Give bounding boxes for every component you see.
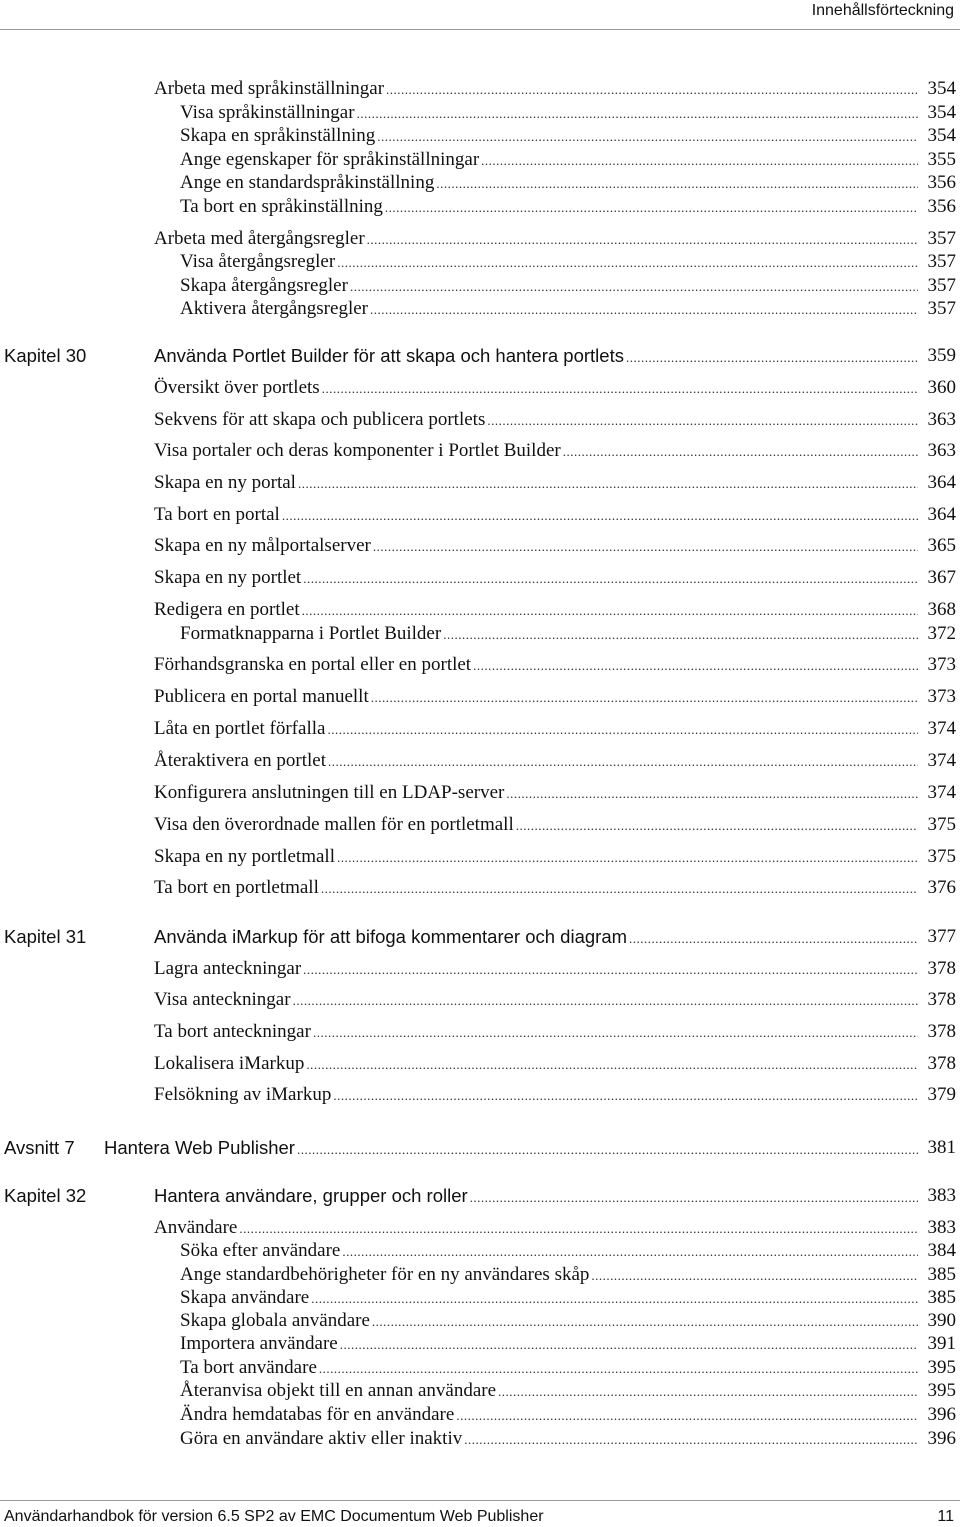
toc-title: Arbeta med språkinställningar [154,78,385,99]
toc-page-number[interactable]: 354 [927,102,956,123]
chapter-label: Kapitel 31 [4,926,87,947]
toc-page-number[interactable]: 356 [927,196,956,217]
toc-title: Arbeta med återgångsregler [154,228,365,249]
toc-page-number[interactable]: 355 [927,149,956,170]
toc-title: Skapa återgångsregler [180,275,348,296]
toc-page-number[interactable]: 378 [927,958,956,979]
toc-page-number[interactable]: 372 [927,623,956,644]
toc-page-number[interactable]: 383 [927,1185,956,1206]
toc-page-number[interactable]: 381 [927,1137,956,1158]
toc-page-number[interactable]: 365 [927,535,956,556]
running-header: Innehållsförteckning [811,2,954,19]
toc-page-number[interactable]: 396 [927,1404,956,1425]
toc-page-number[interactable]: 374 [927,782,956,803]
toc-page-number[interactable]: 354 [927,125,956,146]
toc-title: Ta bort en portal [154,504,280,525]
toc-title: Hantera användare, grupper och roller [154,1185,468,1206]
toc-title: Publicera en portal manuellt [154,686,369,707]
toc-title: Visa återgångsregler [180,251,336,272]
toc-title: Lokalisera iMarkup [154,1053,305,1074]
toc-title: Hantera Web Publisher [104,1137,295,1158]
toc-page-number[interactable]: 383 [927,1217,956,1238]
toc-title: Skapa en ny portal [154,472,296,493]
footer-text: Användarhandbok för version 6.5 SP2 av EMC Documentum Web Publisher [4,1508,544,1525]
toc-title: Översikt över portlets [154,377,320,398]
toc-page-number[interactable]: 374 [927,750,956,771]
toc-page-number[interactable]: 364 [927,504,956,525]
toc-page-number[interactable]: 395 [927,1357,956,1378]
toc-title: Ta bort användare [180,1357,317,1378]
toc-title: Importera användare [180,1333,338,1354]
toc-title: Ta bort en språkinställning [180,196,383,217]
toc-title: Söka efter användare [180,1240,341,1261]
toc-page-number[interactable]: 375 [927,846,956,867]
toc-title: Förhandsgranska en portal eller en portlet [154,654,472,675]
chapter-label: Kapitel 32 [4,1185,87,1206]
toc-title: Ta bort en portletmall [154,877,319,898]
toc-page-number[interactable]: 378 [927,989,956,1010]
toc-title: Visa den överordnade mallen för en portletmall [154,814,514,835]
toc-title: Låta en portlet förfalla [154,718,326,739]
toc-title: Använda iMarkup för att bifoga kommentarer och diagram [154,926,628,947]
toc-page-number[interactable]: 379 [927,1084,956,1105]
toc-title: Ta bort anteckningar [154,1021,311,1042]
toc-title: Ändra hemdatabas för en användare [180,1404,455,1425]
header-rule [0,29,960,30]
section-label: Avsnitt 7 [4,1137,75,1158]
toc-page-number[interactable]: 378 [927,1021,956,1042]
toc-page-number[interactable]: 373 [927,686,956,707]
toc-title: Lagra anteckningar [154,958,302,979]
toc-title: Skapa användare [180,1287,310,1308]
toc-page-number[interactable]: 357 [927,298,956,319]
toc-title: Användare [154,1217,238,1238]
toc-page-number[interactable]: 364 [927,472,956,493]
toc-page-number[interactable]: 378 [927,1053,956,1074]
toc-page-number[interactable]: 390 [927,1310,956,1331]
toc-page-number[interactable]: 359 [927,345,956,366]
toc-page-number[interactable]: 367 [927,567,956,588]
footer-rule [0,1500,960,1501]
toc-title: Formatknapparna i Portlet Builder [180,623,442,644]
toc-page-number[interactable]: 363 [927,440,956,461]
toc-title: Skapa en ny målportalserver [154,535,371,556]
toc-title: Visa portaler och deras komponenter i Portlet Builder [154,440,561,461]
toc-title: Ange egenskaper för språkinställningar [180,149,480,170]
toc-page-number[interactable]: 354 [927,78,956,99]
toc-page-number[interactable]: 377 [927,926,956,947]
toc-page-number[interactable]: 385 [927,1264,956,1285]
toc-page-number[interactable]: 384 [927,1240,956,1261]
toc-page-number[interactable]: 356 [927,172,956,193]
toc-title: Skapa en språkinställning [180,125,376,146]
chapter-label: Kapitel 30 [4,345,87,366]
toc-title: Visa anteckningar [154,989,291,1010]
toc-title: Återaktivera en portlet [154,750,326,771]
toc-page-number[interactable]: 375 [927,814,956,835]
toc-title: Aktivera återgångsregler [180,298,368,319]
toc-title: Visa språkinställningar [180,102,355,123]
toc-title: Göra en användare aktiv eller inaktiv [180,1428,463,1449]
toc-title: Skapa en ny portlet [154,567,302,588]
toc-title: Redigera en portlet [154,599,300,620]
toc-page-number[interactable]: 385 [927,1287,956,1308]
toc-page-number[interactable]: 396 [927,1428,956,1449]
toc-page-number[interactable]: 376 [927,877,956,898]
toc-title: Återanvisa objekt till en annan användare [180,1380,497,1401]
toc-page-number[interactable]: 395 [927,1380,956,1401]
toc-title: Konfigurera anslutningen till en LDAP-server [154,782,505,803]
toc-page-number[interactable]: 357 [927,228,956,249]
toc-title: Ange standardbehörigheter för en ny användares skåp [180,1264,590,1285]
toc-title: Sekvens för att skapa och publicera portlets [154,409,486,430]
toc-page-number[interactable]: 374 [927,718,956,739]
toc-title: Ange en standardspråkinställning [180,172,435,193]
toc-title: Använda Portlet Builder för att skapa och hantera portlets [154,345,624,366]
toc-page-number[interactable]: 363 [927,409,956,430]
toc-page-number[interactable]: 357 [927,275,956,296]
toc-page-number[interactable]: 391 [927,1333,956,1354]
page-number: 11 [937,1508,954,1525]
toc-page-number[interactable]: 360 [927,377,956,398]
toc-title: Skapa en ny portletmall [154,846,335,867]
toc-page-number[interactable]: 373 [927,654,956,675]
toc-title: Skapa globala användare [180,1310,370,1331]
toc-page-number[interactable]: 357 [927,251,956,272]
toc-page-number[interactable]: 368 [927,599,956,620]
toc-title: Felsökning av iMarkup [154,1084,332,1105]
